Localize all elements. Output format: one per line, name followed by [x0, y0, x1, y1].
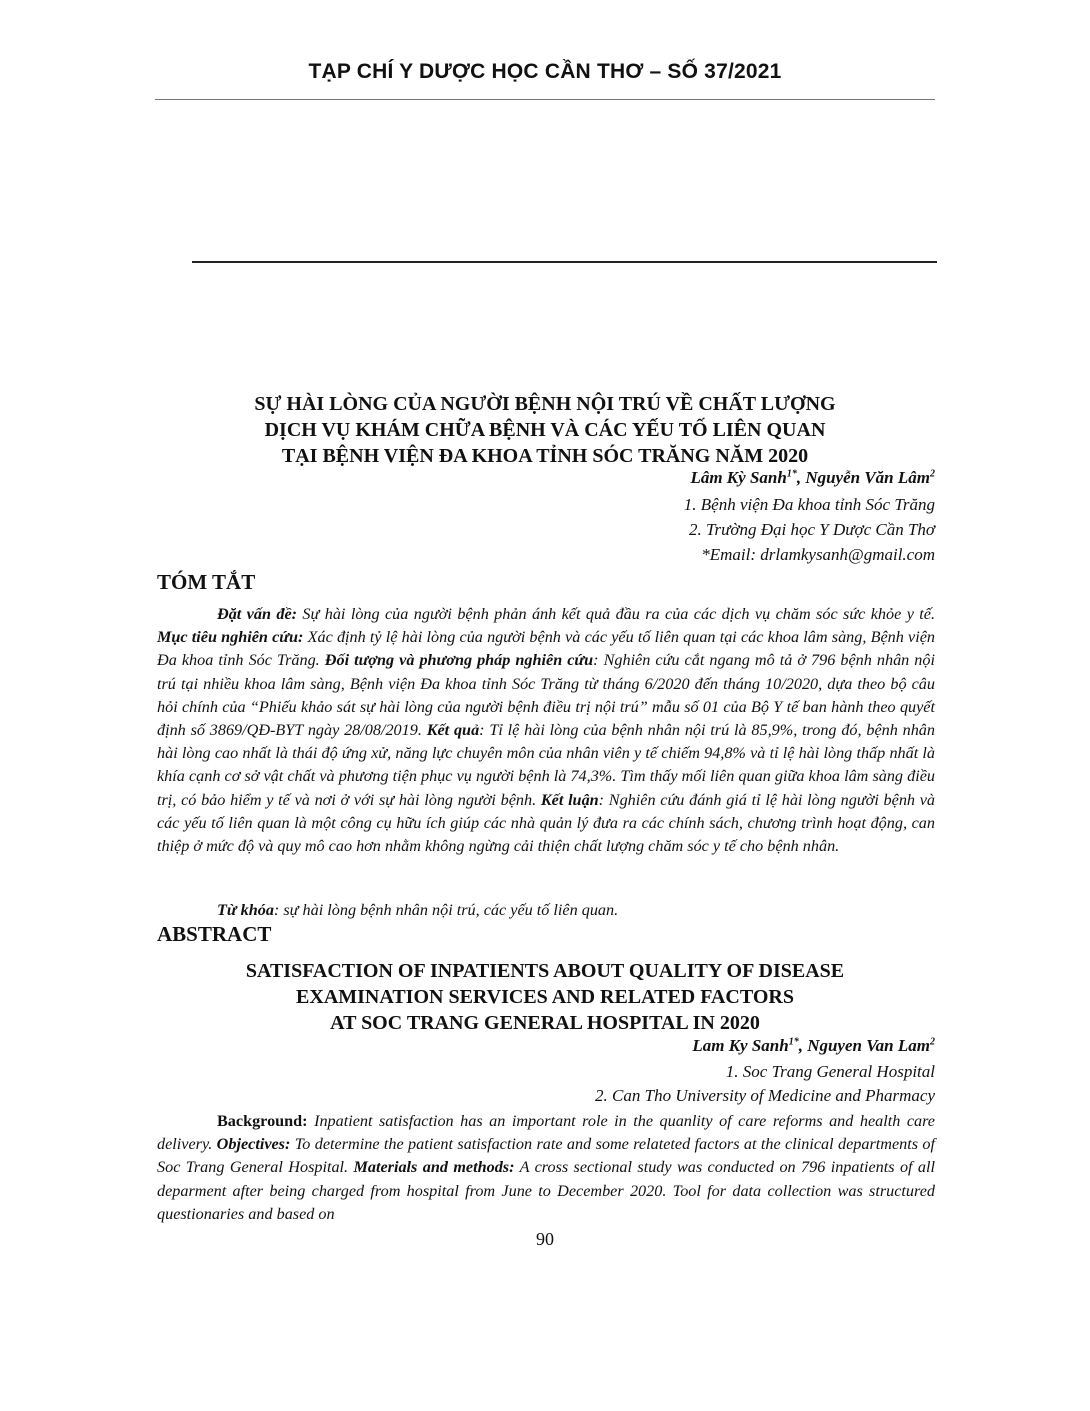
section-label: Background: [217, 1112, 308, 1130]
english-title-line: SATISFACTION OF INPATIENTS ABOUT QUALITY OF DISEASE [245, 960, 845, 982]
english-abstract: Background: Inpatient satisfaction has an important role in the quanlity of care reforms and health care delivery. Objectives: To determine the patient satisfaction rate and some relateted factors at the clinical departments of Soc Trang General Hospital. Materials and methods: A cross sectional study was conducted on 796 inpatients of all deparment after being charged from hospital from June to December 2020. Tool for data collection was structured questionaries and based on [157, 1112, 936, 1223]
section-label: Kết luận [540, 790, 599, 809]
section-label: Đối tượng và phương pháp nghiên cứu [324, 651, 594, 670]
abstract-heading: ABSTRACT [157, 922, 272, 946]
section-label: Kết quả [426, 721, 480, 740]
section-label: Mục tiêu nghiên cứu: [157, 628, 304, 647]
section-label: Từ khóa [217, 901, 274, 919]
author-name: Lam Ky Sanh [692, 1036, 789, 1055]
header-rule [155, 99, 935, 100]
author-name: Nguyen Van Lam [807, 1036, 930, 1055]
english-title [140, 958, 950, 1036]
author-name: Nguyễn Văn Lâm [805, 468, 930, 487]
section-label: Objectives: [216, 1135, 291, 1154]
english-affiliation-1: 1. Soc Trang General Hospital [725, 1062, 935, 1081]
author-separator: , [798, 1036, 808, 1055]
vietnamese-keywords: Từ khóa: sự hài lòng bệnh nhân nội trú, các yếu tố liên quan. [217, 901, 619, 919]
author-superscript: 1* [788, 1036, 799, 1048]
vietnamese-affiliation-2: 2. Trường Đại học Y Dược Cần Thơ [688, 520, 935, 539]
section-label: Materials and methods: [353, 1158, 515, 1177]
vietnamese-title-line: TẠI BỆNH VIỆN ĐA KHOA TỈNH SÓC TRĂNG NĂM 2020 [281, 445, 809, 467]
english-authors [692, 1036, 935, 1056]
english-title-line: AT SOC TRANG GENERAL HOSPITAL IN 2020 [330, 1012, 760, 1034]
vietnamese-summary: Đặt vấn đề: Sự hài lòng của người bệnh phản ánh kết quả đầu ra của các dịch vụ chăm sóc sức khỏe y tế. Mục tiêu nghiên cứu: Xác định tỷ lệ hài lòng của người bệnh và các yếu tố liên quan tại các khoa lâm sàng, Bệnh viện Đa khoa tỉnh Sóc Trăng. Đối tượng và phương pháp nghiên cứu: Nghiên cứu cắt ngang mô tả ở 796 bệnh nhân nội trú tại nhiều khoa lâm sàng, Bệnh viện Đa khoa tỉnh Sóc Trăng từ tháng 6/2020 đến tháng 10/2020, dựa theo bộ câu hỏi chính của “Phiếu khảo sát sự hài lòng của người bệnh điều trị nội trú” mẫu số 01 của Bộ Y tế ban hành theo quyết định số 3869/QĐ-BYT ngày 28/08/2019. Kết quả: Tỉ lệ hài lòng của bệnh nhân nội trú là 85,9%, trong đó, bệnh nhân hài lòng cao nhất là thái độ ứng xử, năng lực chuyên môn của nhân viên y tế chiếm 94,8% và tỉ lệ hài lòng thấp nhất là khía cạnh cơ sở vật chất và phương tiện phục vụ người bệnh là 74,3%. Tìm thấy mối liên quan giữa khoa lâm sàng điều trị, có bảo hiểm y tế và nơi ở với sự hài lòng người bệnh. Kết luận: Nghiên cứu đánh giá tỉ lệ hài lòng người bệnh và các yếu tố liên quan là một công cụ hữu ích giúp các nhà quản lý đưa ra các chính sách, chương trình hoạt động, can thiệp ở mức độ và quy mô cao hơn nhằm không ngừng cải thiện chất lượng chăm sóc y tế cho bệnh nhân. [157, 605, 936, 856]
vietnamese-affiliation-1: 1. Bệnh viện Đa khoa tỉnh Sóc Trăng [683, 495, 935, 514]
page-number: 90 [536, 1229, 554, 1249]
author-separator: , [796, 468, 806, 487]
vietnamese-authors [690, 468, 935, 488]
english-title-line: EXAMINATION SERVICES AND RELATED FACTORS [296, 986, 794, 1008]
english-affiliation-2: 2. Can Tho University of Medicine and Pharmacy [595, 1086, 935, 1105]
author-superscript: 1* [786, 468, 797, 480]
corresponding-email: *Email: drlamkysanh@gmail.com [701, 545, 935, 564]
vietnamese-title-line: DỊCH VỤ KHÁM CHỮA BỆNH VÀ CÁC YẾU TỐ LIÊN QUAN [264, 419, 826, 441]
summary-heading: TÓM TẮT [157, 570, 256, 594]
section-divider [192, 261, 937, 263]
vietnamese-title-line: SỰ HÀI LÒNG CỦA NGƯỜI BỆNH NỘI TRÚ VỀ CHẤT LƯỢNG [254, 393, 836, 415]
author-superscript: 2 [930, 1036, 935, 1048]
vietnamese-title [140, 391, 950, 469]
author-name: Lâm Kỳ Sanh [690, 468, 787, 487]
journal-header: TẠP CHÍ Y DƯỢC HỌC CẦN THƠ – SỐ 37/2021 [308, 60, 782, 83]
author-superscript: 2 [930, 468, 935, 480]
section-label: Đặt vấn đề: [217, 605, 298, 623]
